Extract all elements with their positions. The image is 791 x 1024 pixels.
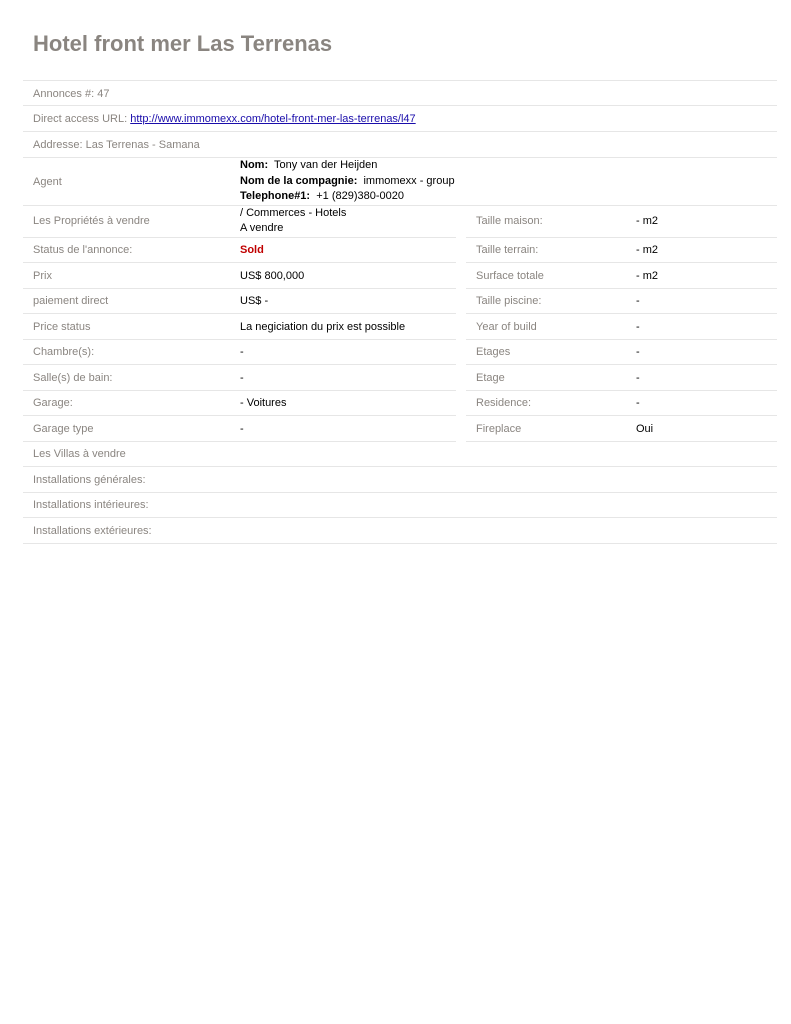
detail-row-label-cell bbox=[23, 238, 237, 263]
etage-label: Etage bbox=[476, 372, 505, 384]
detail-row-value-cell bbox=[237, 340, 456, 365]
detail-row-right-label-cell bbox=[466, 264, 626, 289]
fireplace-value: Oui bbox=[636, 423, 654, 435]
detail-row-right-value-cell bbox=[626, 289, 777, 314]
detail-row-label-cell bbox=[23, 264, 237, 289]
properties-value-cell bbox=[237, 205, 456, 238]
agent-info bbox=[240, 158, 455, 205]
prix-label: Prix bbox=[33, 270, 52, 282]
chambres-label: Chambre(s): bbox=[33, 346, 95, 358]
salle-de-bain-label: Salle(s) de bain: bbox=[33, 372, 113, 384]
taille-piscine-value: - bbox=[636, 295, 640, 307]
detail-row-right-label-cell bbox=[466, 366, 626, 391]
address-text: Addresse: Las Terrenas - Samana bbox=[33, 139, 200, 151]
bottom-row-label-cell bbox=[23, 493, 237, 518]
bottom-row-value-cell bbox=[237, 442, 777, 467]
agent-phone-line bbox=[240, 189, 455, 205]
prix-value: US$ 800,000 bbox=[240, 270, 305, 282]
detail-row-value-cell bbox=[237, 315, 456, 340]
detail-row-right-value-cell bbox=[626, 340, 777, 365]
properties-value bbox=[240, 206, 346, 236]
detail-row-right-label-cell bbox=[466, 417, 626, 442]
agent-name-value: Tony van der Heijden bbox=[274, 159, 378, 171]
residence-value: - bbox=[636, 397, 640, 409]
salle-de-bain-value: - bbox=[240, 372, 244, 384]
detail-row-right-value-cell bbox=[626, 315, 777, 340]
detail-row-right-label-cell bbox=[466, 238, 626, 263]
detail-row-value-cell bbox=[237, 366, 456, 391]
detail-row-right-label-cell bbox=[466, 391, 626, 416]
detail-row-right-value-cell bbox=[626, 264, 777, 289]
page-title: Hotel front mer Las Terrenas bbox=[33, 31, 333, 56]
bottom-row-label-cell bbox=[23, 442, 237, 467]
taille-maison-value-cell bbox=[626, 205, 777, 238]
bottom-row-value-cell bbox=[237, 468, 777, 493]
detail-row-right-value-cell bbox=[626, 417, 777, 442]
detail-row-value-cell bbox=[237, 238, 456, 263]
detail-row-label-cell bbox=[23, 340, 237, 365]
direct-access-label: Direct access URL: bbox=[33, 113, 128, 125]
direct-access-link[interactable]: http://www.immomexx.com/hotel-front-mer-las-terrenas/l47 bbox=[130, 113, 416, 125]
status-value: Sold bbox=[240, 244, 264, 256]
properties-value-line2: A vendre bbox=[240, 222, 284, 234]
taille-piscine-label: Taille piscine: bbox=[476, 295, 542, 307]
garage-label: Garage: bbox=[33, 397, 73, 409]
year-of-build-value: - bbox=[636, 321, 640, 333]
bottom-row-label-cell bbox=[23, 468, 237, 493]
taille-maison-label: Taille maison: bbox=[476, 215, 543, 227]
surface-totale-label: Surface totale bbox=[476, 270, 544, 282]
properties-label: Les Propriétés à vendre bbox=[33, 215, 150, 227]
detail-row-value-cell bbox=[237, 289, 456, 314]
agent-label: Agent bbox=[33, 176, 62, 188]
bottom-row-value-cell bbox=[237, 493, 777, 518]
installations-interieures-label: Installations intérieures: bbox=[33, 499, 149, 511]
paiement-value: US$ - bbox=[240, 295, 269, 307]
bottom-row-value-cell bbox=[237, 519, 777, 544]
detail-row-right-value-cell bbox=[626, 366, 777, 391]
agent-name-label: Nom: bbox=[240, 159, 269, 171]
bottom-row-label-cell bbox=[23, 519, 237, 544]
year-of-build-label: Year of build bbox=[476, 321, 537, 333]
agent-company-value: immomexx - group bbox=[363, 174, 455, 187]
agent-company-line bbox=[240, 174, 455, 190]
etages-label: Etages bbox=[476, 346, 511, 358]
installations-exterieures-label: Installations extérieures: bbox=[33, 525, 152, 537]
villas-label: Les Villas à vendre bbox=[33, 448, 126, 460]
annonces-label: Annonces #: 47 bbox=[33, 88, 110, 100]
properties-label-cell bbox=[23, 205, 237, 238]
detail-row-value-cell bbox=[237, 264, 456, 289]
etages-value: - bbox=[636, 346, 640, 358]
price-status-label: Price status bbox=[33, 321, 91, 333]
garage-value: - Voitures bbox=[240, 397, 287, 409]
detail-row-right-label-cell bbox=[466, 289, 626, 314]
direct-access-text bbox=[33, 113, 416, 125]
agent-phone-value: +1 (829)380-0020 bbox=[316, 190, 404, 202]
chambres-value: - bbox=[240, 346, 244, 358]
garage-type-value: - bbox=[240, 423, 244, 435]
direct-access-row bbox=[23, 105, 777, 131]
installations-generales-label: Installations générales: bbox=[33, 474, 146, 486]
detail-row-label-cell bbox=[23, 366, 237, 391]
agent-company-label: Nom de la compagnie: bbox=[240, 174, 358, 187]
detail-row-label-cell bbox=[23, 391, 237, 416]
surface-totale-value: - m2 bbox=[636, 270, 658, 282]
taille-maison-label-cell bbox=[466, 205, 626, 238]
fireplace-label: Fireplace bbox=[476, 423, 522, 435]
garage-type-label: Garage type bbox=[33, 423, 94, 435]
detail-row-label-cell bbox=[23, 289, 237, 314]
detail-row-right-label-cell bbox=[466, 315, 626, 340]
etage-value: - bbox=[636, 372, 640, 384]
paiement-label: paiement direct bbox=[33, 295, 109, 307]
detail-row-right-value-cell bbox=[626, 238, 777, 263]
taille-terrain-label: Taille terrain: bbox=[476, 244, 539, 256]
agent-phone-label: Telephone#1: bbox=[240, 190, 311, 202]
taille-terrain-value: - m2 bbox=[636, 244, 658, 256]
agent-name-line bbox=[240, 158, 455, 174]
status-label: Status de l'annonce: bbox=[33, 244, 133, 256]
detail-row-value-cell bbox=[237, 417, 456, 442]
address-row bbox=[23, 131, 777, 157]
detail-row-right-label-cell bbox=[466, 340, 626, 365]
detail-row-label-cell bbox=[23, 417, 237, 442]
detail-row-right-value-cell bbox=[626, 391, 777, 416]
price-status-value: La negiciation du prix est possible bbox=[240, 321, 406, 333]
taille-maison-value: - m2 bbox=[636, 215, 658, 227]
detail-row-value-cell bbox=[237, 391, 456, 416]
detail-row-label-cell bbox=[23, 315, 237, 340]
residence-label: Residence: bbox=[476, 397, 532, 409]
properties-value-line1: / Commerces - Hotels bbox=[240, 207, 347, 219]
annonces-row bbox=[23, 80, 777, 106]
